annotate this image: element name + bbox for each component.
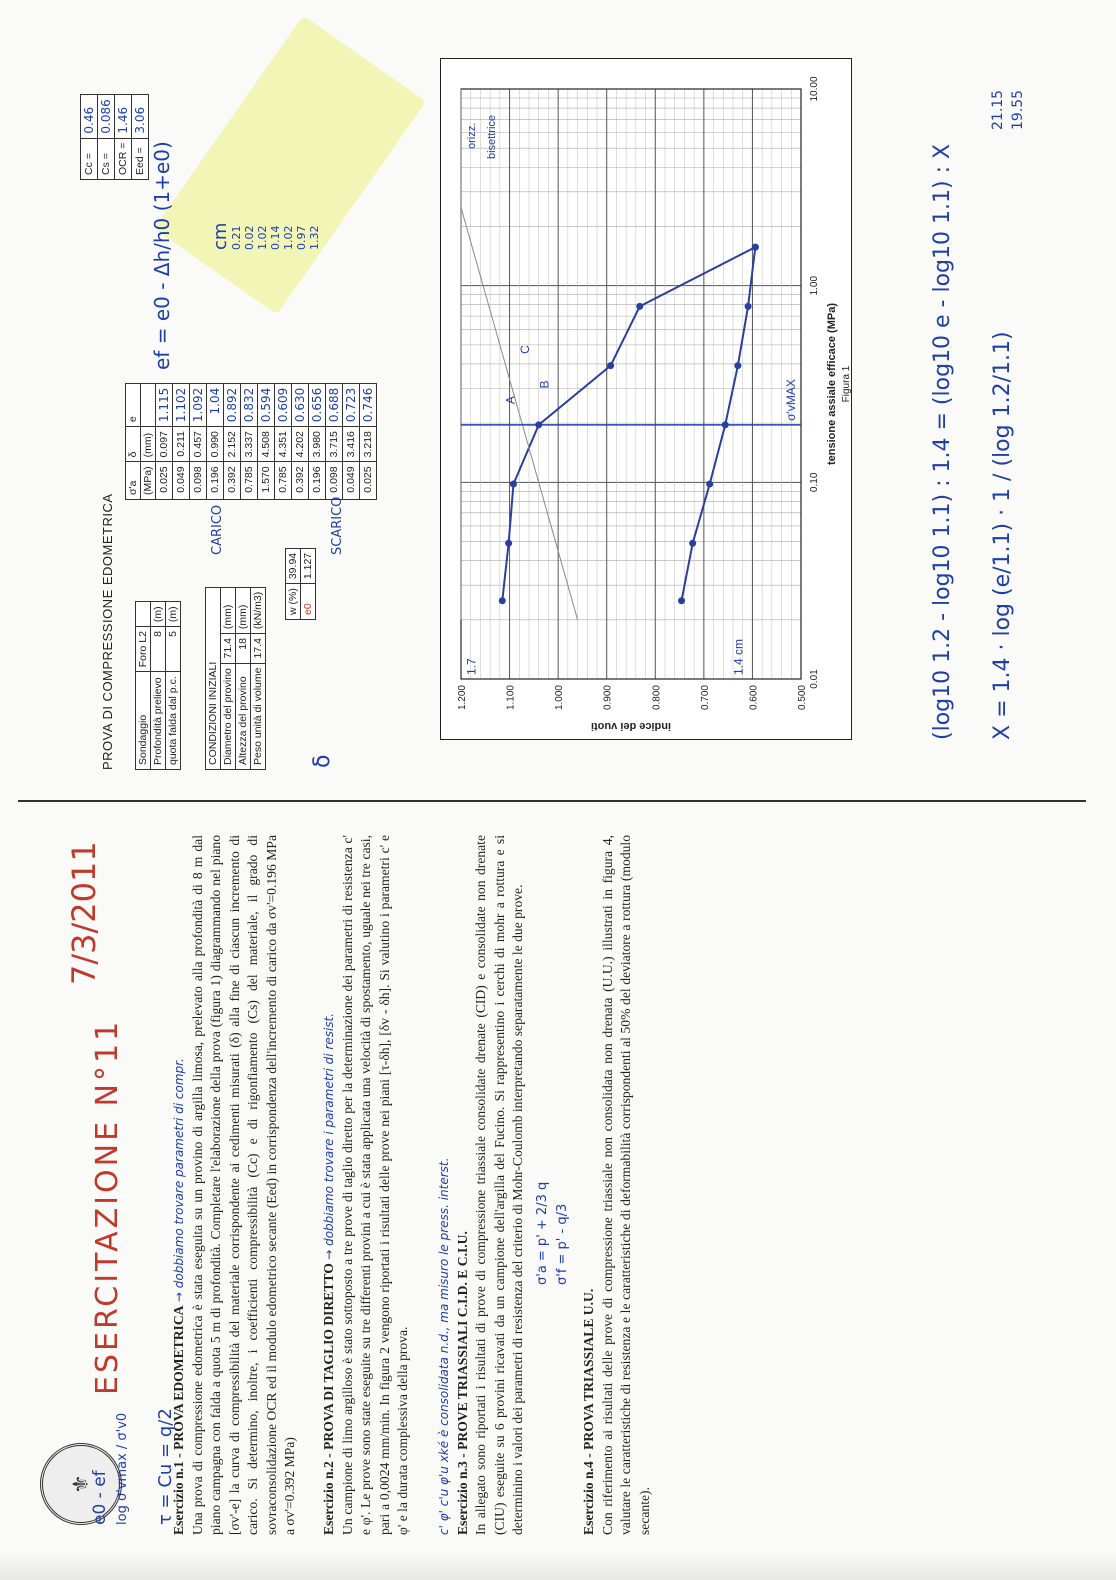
exercise-1 bbox=[170, 835, 300, 1535]
exercise-2-text: Un campione di limo argilloso è stato sottoposto a tre prove di taglio diretto per la determinazione dei parametri di resistenza c' e φ'. Le prove sono state eseguite su tre differenti provini a cui è stata applicata una velocità di spostamento, uguale nei tre casi, pari a 0,0024 mm/min. In figura 2 vengono riportati i risultati delle prove nei piani [τ-δh], [δv - δh]. Si valutino i parametri c' e φ' e la durata complessiva della prova. bbox=[339, 835, 410, 1535]
formula-1: (log10 1.2 - log10 1.1) : 1.4 = (log10 e - log10 1.1) : X bbox=[930, 143, 955, 740]
exercise-3-text: In allegato sono riportati i risultati di prove di compressione triassiale consolidate drenate (CID) e consolidate non drenate (CIU) eseguite su 6 provini ricavati da un campione dell'argilla del Fucino. Si rappresentino i cerchi di mohr a rottura e si determinino i valori dei parametri di resistenza del criterio di Mohr-Coulomb interpretando separatamente le due prove. bbox=[473, 835, 525, 1535]
table-row bbox=[309, 383, 326, 499]
table-header-row bbox=[126, 383, 141, 499]
y-tick-label: 1.000 bbox=[554, 685, 566, 711]
cell: 3.416 bbox=[343, 427, 360, 462]
data-point bbox=[505, 540, 512, 547]
cell: Sondaggio bbox=[136, 672, 151, 770]
y-tick-label: 0.700 bbox=[699, 685, 711, 711]
compressibility-chart bbox=[441, 59, 851, 739]
formula-2: X = 1.4 · log (e/1.1) · 1 / (log 1.2/1.1) bbox=[990, 331, 1015, 740]
cell: 39.94 bbox=[286, 548, 301, 583]
cell: 0.049 bbox=[173, 462, 190, 500]
annotation-c: C bbox=[518, 345, 532, 354]
table-row bbox=[173, 383, 190, 499]
cell: 0.196 bbox=[309, 462, 326, 500]
header-cell: (MPa) bbox=[141, 462, 156, 500]
table-row bbox=[326, 383, 343, 499]
table-row bbox=[132, 95, 149, 180]
exercise-1-text: Una prova di compressione edometrica è stata eseguita su un provino di argilla limosa, prelevato alla profondità di 8 m dal piano campagna con falda a quota 5 m di profondità. Completare l'elaborazione della prova (figura 1) diagrammando nel piano [σv'-e] la curva di compressibilità del materiale corrispondente ai cedimenti misurati (δ) alla fine di ciascun incremento di carico. Si determino, inoltre, i coefficienti compressibilità (Cc) e di rigonfiamento (Cs) del materiale, il grado di sovraconsolidazione OCR ed il modulo edometrico secante (Eed) in corrispondenza dell'incremento di carico da σv'=0.196 MPa a σv'=0.392 MPa) bbox=[189, 835, 297, 1535]
hw-formula-top: ef = e0 - Δh/h0 (1+e0) bbox=[150, 141, 174, 370]
annotation-17: 1.7 bbox=[464, 658, 479, 675]
y-tick-label: 1.100 bbox=[505, 685, 517, 711]
hw-carico: CARICO bbox=[210, 504, 225, 555]
data-point bbox=[689, 540, 696, 547]
header-cell: (mm) bbox=[141, 427, 156, 462]
side-number-1: 21.15 bbox=[990, 89, 1006, 130]
header-cell: σ'a bbox=[126, 462, 141, 500]
exercise-2-title: Esercizio n.2 - PROVA DI TAGLIO DIRETTO bbox=[321, 1263, 336, 1535]
cell: Peso unità di volume bbox=[251, 663, 266, 769]
data-point bbox=[745, 303, 752, 310]
cell: 0.392 bbox=[292, 462, 309, 500]
cell: OCR = bbox=[115, 138, 132, 179]
handwritten-dh-value: 1.32 bbox=[308, 225, 321, 250]
cell: 8 bbox=[151, 627, 166, 672]
cell: 0.892 bbox=[224, 383, 241, 426]
handwritten-dh-list bbox=[230, 170, 321, 250]
cell: 0.723 bbox=[343, 383, 360, 426]
load-table bbox=[125, 383, 377, 500]
hw-sigma-f: σ'f = p' - q/3 bbox=[555, 1203, 570, 1285]
handwritten-dh-value: 0.21 bbox=[230, 225, 243, 250]
handwritten-dh-value: 0.14 bbox=[269, 225, 282, 250]
cell: 0.785 bbox=[275, 462, 292, 500]
cell bbox=[136, 602, 151, 627]
handwritten-dh-value: 0.02 bbox=[243, 225, 256, 250]
university-logo: ⚜ bbox=[40, 1443, 122, 1525]
cell: 0.025 bbox=[360, 462, 377, 500]
chart-frame bbox=[440, 58, 852, 740]
exercise-sheet bbox=[20, 805, 710, 1545]
cell: 17.4 bbox=[251, 634, 266, 663]
y-axis-label: indice dei vuoti bbox=[590, 720, 672, 732]
cell: (m) bbox=[151, 602, 166, 627]
cell: 0.025 bbox=[156, 462, 173, 500]
cell: 0.656 bbox=[309, 383, 326, 426]
cell: Diametro del provino bbox=[221, 663, 236, 769]
x-tick-label: 0.10 bbox=[809, 472, 820, 493]
handwritten-title: ESERCITAZIONE N°11 bbox=[90, 1018, 125, 1395]
exercise-1-title: Esercizio n.1 - PROVA EDOMETRICA bbox=[171, 1305, 186, 1535]
annotation-b: B bbox=[537, 380, 552, 389]
hw-scarico: SCARICO bbox=[330, 496, 345, 555]
cell: quota falda dal p.c. bbox=[166, 672, 181, 770]
table-row bbox=[241, 383, 258, 499]
header-cell: e bbox=[126, 383, 141, 426]
annotation-orizz: orizz. bbox=[466, 122, 478, 149]
coefficients-table bbox=[80, 94, 149, 180]
hw-sigma-a: σ'a = p' + 2/3 q bbox=[535, 1181, 550, 1285]
data-point bbox=[734, 362, 741, 369]
table-row bbox=[275, 383, 292, 499]
table-row bbox=[156, 383, 173, 499]
hw-eo-ef: e0 - ef bbox=[90, 1470, 110, 1525]
plot-area bbox=[461, 89, 801, 679]
annotation-a: A bbox=[503, 396, 518, 405]
cell: 0.086 bbox=[98, 95, 115, 138]
table-row bbox=[251, 587, 266, 769]
table-row bbox=[286, 548, 301, 619]
table-row bbox=[98, 95, 115, 180]
cell: 0.594 bbox=[258, 383, 275, 426]
cell: 1.127 bbox=[301, 548, 316, 583]
cell: Cc = bbox=[81, 138, 98, 179]
cell: 4.202 bbox=[292, 427, 309, 462]
table-row bbox=[301, 548, 316, 619]
exercise-3-title: Esercizio n.3 - PROVE TRIASSIALI C.I.D. E C.I.U. bbox=[454, 1231, 470, 1535]
cell: 0.688 bbox=[326, 383, 343, 426]
cell: 0.990 bbox=[207, 427, 224, 462]
header-cell: δ bbox=[126, 427, 141, 462]
table-row bbox=[151, 602, 166, 770]
annotation-sigma-max: σ'vMAX bbox=[784, 379, 798, 421]
hw-cm: cm bbox=[210, 222, 231, 250]
y-tick-label: 0.800 bbox=[651, 685, 663, 711]
table-header-row bbox=[141, 383, 156, 499]
cell: Foro L2 bbox=[136, 627, 151, 672]
table-row bbox=[224, 383, 241, 499]
exercise-3 bbox=[435, 835, 528, 1535]
load-rows bbox=[156, 383, 377, 499]
oedometer-sheet bbox=[60, 50, 1116, 770]
cell: w (%) bbox=[286, 584, 301, 620]
y-tick-label: 0.500 bbox=[797, 685, 808, 711]
table-row bbox=[292, 383, 309, 499]
cell: 0.630 bbox=[292, 383, 309, 426]
cell: 3.218 bbox=[360, 427, 377, 462]
hw-delta: δ bbox=[310, 754, 335, 768]
x-axis-label: tensione assiale efficace (MPa) bbox=[826, 302, 838, 466]
handwritten-dh-value: 0.97 bbox=[295, 225, 308, 250]
cell: 0.097 bbox=[156, 427, 173, 462]
cell: (kN/m3) bbox=[251, 587, 266, 633]
data-point bbox=[499, 597, 506, 604]
data-point bbox=[510, 481, 517, 488]
water-content-table bbox=[285, 548, 316, 620]
cell: (m) bbox=[166, 602, 181, 627]
cell: 1.04 bbox=[207, 383, 224, 426]
cell: Profondità prelievo bbox=[151, 672, 166, 770]
cell: 1.115 bbox=[156, 383, 173, 426]
table-row bbox=[360, 383, 377, 499]
exercise-1-note: → dobbiamo trovare parametri di compr. bbox=[172, 1058, 186, 1303]
exercise-3-note: c' φ' c'u φ'u xké è consolidata n.d., ma misuro le press. interst. bbox=[437, 1157, 451, 1535]
table-row bbox=[258, 383, 275, 499]
page-edge bbox=[0, 1550, 1116, 1580]
data-point bbox=[678, 597, 685, 604]
cell: 71.4 bbox=[221, 634, 236, 663]
cell: 4.351 bbox=[275, 427, 292, 462]
side-number-2: 19.55 bbox=[1010, 89, 1026, 130]
handwritten-dh-value: 1.02 bbox=[282, 225, 295, 250]
cell: (mm) bbox=[221, 587, 236, 633]
annotation-14cm: 1.4 cm bbox=[731, 638, 746, 675]
header-cell bbox=[141, 383, 156, 426]
cell: 0.392 bbox=[224, 462, 241, 500]
chart-heading: PROVA DI COMPRESSIONE EDOMETRICA bbox=[100, 493, 115, 770]
handwritten-date: 7/3/2011 bbox=[65, 841, 103, 985]
hw-cu: τ = Cu = q/2 bbox=[155, 1408, 176, 1525]
exercise-2 bbox=[320, 835, 413, 1535]
exercise-4-title: Esercizio n.4 - PROVA TRIASSIALE U.U. bbox=[581, 1288, 596, 1535]
cell: 3.06 bbox=[132, 95, 149, 138]
y-tick-label: 0.900 bbox=[602, 685, 614, 711]
cell: 3.715 bbox=[326, 427, 343, 462]
cell: 0.049 bbox=[343, 462, 360, 500]
exercise-2-note: → dobbiamo trovare i parametri di resist. bbox=[322, 1012, 336, 1260]
table-row bbox=[206, 587, 221, 769]
cell: 0.832 bbox=[241, 383, 258, 426]
cell: 3.980 bbox=[309, 427, 326, 462]
cell: Altezza del provino bbox=[236, 663, 251, 769]
cell: 0.746 bbox=[360, 383, 377, 426]
cell: 0.609 bbox=[275, 383, 292, 426]
cell: Cs = bbox=[98, 138, 115, 179]
series-line bbox=[682, 247, 756, 601]
figure-caption: Figura 1 bbox=[841, 365, 851, 403]
annotation-bisettrice: bisettrice bbox=[486, 114, 498, 159]
cell: 0.211 bbox=[173, 427, 190, 462]
x-tick-label: 1.00 bbox=[809, 275, 820, 296]
cell: 5 bbox=[166, 627, 181, 672]
cell: Eed = bbox=[132, 138, 149, 179]
cell: 0.098 bbox=[326, 462, 343, 500]
table-row bbox=[343, 383, 360, 499]
cell: 0.098 bbox=[190, 462, 207, 500]
cell: 0.785 bbox=[241, 462, 258, 500]
cell: 1.570 bbox=[258, 462, 275, 500]
sample-info-table bbox=[135, 601, 181, 770]
cell: 2.152 bbox=[224, 427, 241, 462]
data-point bbox=[607, 362, 614, 369]
data-point bbox=[706, 481, 713, 488]
cell: 1.46 bbox=[115, 95, 132, 138]
handwritten-dh-value: 1.02 bbox=[256, 225, 269, 250]
table-row bbox=[236, 587, 251, 769]
table-row bbox=[190, 383, 207, 499]
cell: 0.46 bbox=[81, 95, 98, 138]
cell: 1.102 bbox=[173, 383, 190, 426]
table-row bbox=[136, 602, 151, 770]
cell: (mm) bbox=[236, 587, 251, 633]
exercise-4 bbox=[580, 835, 654, 1535]
exercise-4-text: Con riferimento ai risultati delle prove di compressione triassiale non consolidata non drenata (U.U.) illustrati in figura 4, valutare le caratteristiche di resistenza e le caratteristiche di deformabilità corrispondenti al 50% del deviatore a rottura (modulo secante). bbox=[599, 835, 652, 1535]
cell: 18 bbox=[236, 634, 251, 663]
cell: 3.337 bbox=[241, 427, 258, 462]
cell: 1.092 bbox=[190, 383, 207, 426]
hw-log: log σ'vmax / σ'v0 bbox=[115, 1412, 130, 1525]
x-tick-label: 10.00 bbox=[809, 76, 820, 102]
table-row bbox=[115, 95, 132, 180]
cell: 4.508 bbox=[258, 427, 275, 462]
x-tick-label: 0.01 bbox=[809, 669, 820, 689]
data-point bbox=[752, 244, 759, 251]
cell: e0 bbox=[301, 584, 316, 620]
cell: 0.196 bbox=[207, 462, 224, 500]
table-row bbox=[221, 587, 236, 769]
table-row bbox=[166, 602, 181, 770]
page-divider bbox=[18, 800, 1086, 802]
cell: 0.457 bbox=[190, 427, 207, 462]
data-point bbox=[636, 303, 643, 310]
y-tick-label: 0.600 bbox=[748, 685, 760, 711]
initial-conditions-table bbox=[205, 587, 266, 770]
y-tick-label: 1.200 bbox=[457, 685, 468, 711]
table-row bbox=[207, 383, 224, 499]
cell: CONDIZIONI INIZIALI bbox=[206, 587, 221, 769]
table-row bbox=[81, 95, 98, 180]
